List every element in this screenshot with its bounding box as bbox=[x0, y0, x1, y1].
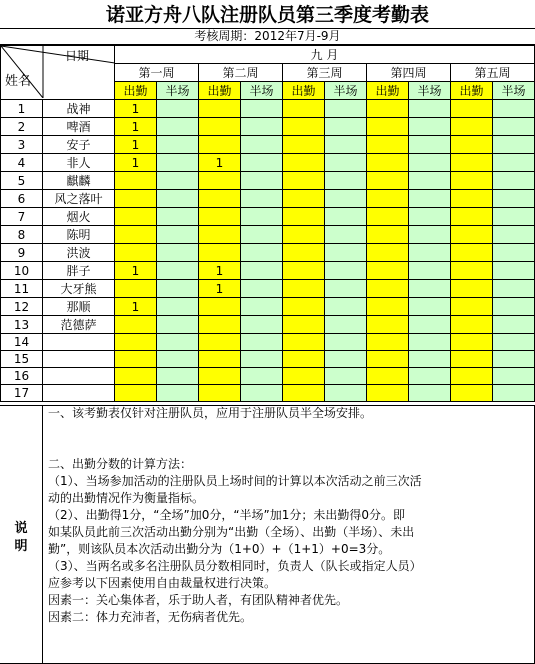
half-cell[interactable] bbox=[493, 244, 535, 262]
notes-text bbox=[48, 405, 530, 626]
attend-cell[interactable] bbox=[451, 100, 493, 118]
half-cell[interactable] bbox=[157, 226, 199, 244]
table-row bbox=[1, 226, 535, 244]
half-cell[interactable] bbox=[241, 190, 283, 208]
half-cell[interactable] bbox=[493, 226, 535, 244]
half-cell[interactable] bbox=[493, 368, 535, 385]
note-line: 因素一：关心集体者，乐于助人者，有团队精神者优先。 bbox=[48, 593, 349, 607]
notes-side-label: 说 明 bbox=[0, 405, 43, 664]
half-cell[interactable] bbox=[157, 244, 199, 262]
half-cell[interactable] bbox=[409, 172, 451, 190]
row-number: 9 bbox=[1, 244, 43, 262]
attend-cell[interactable] bbox=[367, 208, 409, 226]
attend-cell[interactable] bbox=[451, 334, 493, 351]
row-number: 1 bbox=[1, 100, 43, 118]
half-cell[interactable] bbox=[493, 172, 535, 190]
row-number: 15 bbox=[1, 351, 43, 368]
attend-cell[interactable] bbox=[367, 385, 409, 402]
attend-cell[interactable]: 1 bbox=[199, 262, 241, 280]
note-line bbox=[48, 439, 530, 456]
table-row bbox=[1, 385, 535, 402]
attend-cell[interactable] bbox=[283, 280, 325, 298]
half-header: 半场 bbox=[409, 82, 451, 100]
row-number: 12 bbox=[1, 298, 43, 316]
week-header: 第二周 bbox=[199, 64, 283, 82]
half-cell[interactable] bbox=[493, 190, 535, 208]
half-cell[interactable] bbox=[493, 298, 535, 316]
attend-cell[interactable] bbox=[199, 136, 241, 154]
half-header: 半场 bbox=[241, 82, 283, 100]
half-cell[interactable] bbox=[325, 385, 367, 402]
table-row bbox=[1, 208, 535, 226]
attend-cell[interactable] bbox=[115, 190, 157, 208]
half-cell[interactable] bbox=[493, 262, 535, 280]
attend-cell[interactable] bbox=[451, 154, 493, 172]
member-name: 战神 bbox=[43, 100, 115, 118]
row-number: 6 bbox=[1, 190, 43, 208]
attend-cell[interactable] bbox=[199, 172, 241, 190]
attend-cell[interactable] bbox=[199, 368, 241, 385]
attend-cell[interactable] bbox=[283, 226, 325, 244]
note-line: 应参考以下因素使用自由裁量权进行决策。 bbox=[48, 576, 277, 590]
member-name: 烟火 bbox=[43, 208, 115, 226]
half-cell[interactable] bbox=[409, 368, 451, 385]
attend-cell[interactable] bbox=[283, 298, 325, 316]
table-row bbox=[1, 368, 535, 385]
attendance-table bbox=[0, 45, 535, 402]
half-cell[interactable] bbox=[241, 208, 283, 226]
member-name: 啤酒 bbox=[43, 118, 115, 136]
half-cell[interactable] bbox=[325, 136, 367, 154]
half-cell[interactable] bbox=[493, 100, 535, 118]
attend-cell[interactable] bbox=[367, 100, 409, 118]
attend-cell[interactable] bbox=[115, 226, 157, 244]
name-header: 姓名 bbox=[5, 74, 32, 89]
note-line: 动的出勤情况作为衡量指标。 bbox=[48, 491, 205, 505]
note-line: 勤”，则该队员本次活动出勤分为（1+0）+（1+1）+0=3分。 bbox=[48, 542, 391, 556]
attend-cell[interactable] bbox=[367, 226, 409, 244]
attend-cell[interactable] bbox=[283, 334, 325, 351]
half-cell[interactable] bbox=[157, 208, 199, 226]
table-row bbox=[1, 190, 535, 208]
member-name bbox=[43, 385, 115, 402]
half-cell[interactable] bbox=[493, 136, 535, 154]
half-header: 半场 bbox=[157, 82, 199, 100]
attend-cell[interactable] bbox=[451, 190, 493, 208]
week-header: 第五周 bbox=[451, 64, 535, 82]
header-corner bbox=[1, 46, 115, 100]
half-cell[interactable] bbox=[409, 262, 451, 280]
attend-cell[interactable] bbox=[451, 280, 493, 298]
half-cell[interactable] bbox=[493, 385, 535, 402]
half-cell[interactable] bbox=[241, 316, 283, 334]
half-cell[interactable] bbox=[241, 280, 283, 298]
half-cell[interactable] bbox=[157, 385, 199, 402]
half-cell[interactable] bbox=[493, 316, 535, 334]
half-cell[interactable] bbox=[493, 351, 535, 368]
half-cell[interactable] bbox=[241, 136, 283, 154]
attend-cell[interactable] bbox=[367, 368, 409, 385]
note-line: （2）、出勤得1分，“全场”加0分，“半场”加1分；未出勤得0分。即 bbox=[48, 508, 406, 522]
half-cell[interactable] bbox=[157, 136, 199, 154]
row-number: 13 bbox=[1, 316, 43, 334]
half-cell[interactable] bbox=[241, 385, 283, 402]
attend-cell[interactable] bbox=[367, 172, 409, 190]
half-cell[interactable] bbox=[409, 226, 451, 244]
attend-cell[interactable] bbox=[451, 172, 493, 190]
half-cell[interactable] bbox=[157, 172, 199, 190]
attend-cell[interactable] bbox=[115, 280, 157, 298]
date-header: 日期 bbox=[65, 49, 90, 63]
attend-header: 出勤 bbox=[199, 82, 241, 100]
half-cell[interactable] bbox=[493, 208, 535, 226]
member-name: 陈明 bbox=[43, 226, 115, 244]
member-name bbox=[43, 351, 115, 368]
half-cell[interactable] bbox=[157, 316, 199, 334]
attend-cell[interactable] bbox=[451, 118, 493, 136]
attend-header: 出勤 bbox=[367, 82, 409, 100]
note-line: 一、该考勤表仅针对注册队员，应用于注册队员半全场安排。 bbox=[48, 406, 373, 420]
half-cell[interactable] bbox=[409, 298, 451, 316]
half-cell[interactable] bbox=[409, 280, 451, 298]
half-cell[interactable] bbox=[325, 262, 367, 280]
half-cell[interactable] bbox=[325, 172, 367, 190]
half-cell[interactable] bbox=[157, 118, 199, 136]
attend-header: 出勤 bbox=[451, 82, 493, 100]
attend-cell[interactable]: 1 bbox=[115, 262, 157, 280]
attend-cell[interactable] bbox=[283, 100, 325, 118]
attend-cell[interactable] bbox=[199, 316, 241, 334]
attend-cell[interactable] bbox=[451, 226, 493, 244]
table-row bbox=[1, 334, 535, 351]
notes-section bbox=[0, 405, 535, 664]
attend-header: 出勤 bbox=[115, 82, 157, 100]
row-number: 4 bbox=[1, 154, 43, 172]
half-cell[interactable] bbox=[325, 280, 367, 298]
half-cell[interactable] bbox=[157, 262, 199, 280]
member-name: 洪波 bbox=[43, 244, 115, 262]
attend-cell[interactable] bbox=[199, 226, 241, 244]
member-name: 那顺 bbox=[43, 298, 115, 316]
attend-cell[interactable] bbox=[199, 190, 241, 208]
attend-cell[interactable] bbox=[115, 316, 157, 334]
half-cell[interactable] bbox=[157, 298, 199, 316]
attend-cell[interactable] bbox=[367, 118, 409, 136]
half-header: 半场 bbox=[325, 82, 367, 100]
attend-cell[interactable] bbox=[283, 136, 325, 154]
assessment-period: 考核周期：2012年7月-9月 bbox=[0, 28, 535, 45]
row-number: 14 bbox=[1, 334, 43, 351]
attend-cell[interactable] bbox=[367, 334, 409, 351]
attend-cell[interactable] bbox=[199, 100, 241, 118]
attend-cell[interactable] bbox=[199, 334, 241, 351]
attend-cell[interactable] bbox=[451, 351, 493, 368]
row-number: 8 bbox=[1, 226, 43, 244]
table-row bbox=[1, 280, 535, 298]
attend-cell[interactable] bbox=[451, 385, 493, 402]
half-cell[interactable] bbox=[157, 154, 199, 172]
attend-cell[interactable] bbox=[367, 316, 409, 334]
half-cell[interactable] bbox=[325, 334, 367, 351]
half-cell[interactable] bbox=[493, 154, 535, 172]
attend-cell[interactable] bbox=[451, 262, 493, 280]
week-header: 第一周 bbox=[115, 64, 199, 82]
half-cell[interactable] bbox=[409, 334, 451, 351]
half-cell[interactable] bbox=[241, 298, 283, 316]
attend-cell[interactable] bbox=[451, 316, 493, 334]
attend-cell[interactable] bbox=[367, 262, 409, 280]
attend-cell[interactable] bbox=[199, 118, 241, 136]
attend-cell[interactable] bbox=[367, 154, 409, 172]
attend-cell[interactable] bbox=[115, 334, 157, 351]
month-header: 九 月 bbox=[115, 46, 535, 64]
row-number: 10 bbox=[1, 262, 43, 280]
attend-cell[interactable] bbox=[283, 172, 325, 190]
attend-cell[interactable] bbox=[451, 298, 493, 316]
attend-cell[interactable] bbox=[283, 244, 325, 262]
table-row bbox=[1, 136, 535, 154]
attend-cell[interactable] bbox=[283, 368, 325, 385]
table-row bbox=[1, 154, 535, 172]
half-cell[interactable] bbox=[409, 208, 451, 226]
member-name: 麒麟 bbox=[43, 172, 115, 190]
attend-cell[interactable] bbox=[115, 172, 157, 190]
attend-cell[interactable] bbox=[115, 351, 157, 368]
attend-cell[interactable] bbox=[451, 136, 493, 154]
half-cell[interactable] bbox=[493, 118, 535, 136]
half-cell[interactable] bbox=[157, 334, 199, 351]
half-cell[interactable] bbox=[325, 100, 367, 118]
half-cell[interactable] bbox=[157, 280, 199, 298]
half-header: 半场 bbox=[493, 82, 535, 100]
attend-cell[interactable] bbox=[367, 244, 409, 262]
half-cell[interactable] bbox=[325, 154, 367, 172]
half-cell[interactable] bbox=[325, 316, 367, 334]
week-header: 第四周 bbox=[367, 64, 451, 82]
note-line: （3）、当两名或多名注册队员分数相同时，负责人（队长或指定人员） bbox=[48, 559, 422, 573]
half-cell[interactable] bbox=[241, 262, 283, 280]
half-cell[interactable] bbox=[241, 226, 283, 244]
half-cell[interactable] bbox=[241, 118, 283, 136]
half-cell[interactable] bbox=[409, 118, 451, 136]
attend-header: 出勤 bbox=[283, 82, 325, 100]
note-line: （1）、当场参加活动的注册队员上场时间的计算以本次活动之前三次活 bbox=[48, 474, 422, 488]
half-cell[interactable] bbox=[157, 190, 199, 208]
attend-cell[interactable] bbox=[283, 208, 325, 226]
attend-cell[interactable]: 1 bbox=[115, 118, 157, 136]
half-cell[interactable] bbox=[325, 118, 367, 136]
note-line bbox=[48, 422, 530, 439]
member-name: 安子 bbox=[43, 136, 115, 154]
half-cell[interactable] bbox=[157, 100, 199, 118]
row-number: 16 bbox=[1, 368, 43, 385]
note-line: 二、出勤分数的计算方法： bbox=[48, 457, 193, 471]
half-cell[interactable] bbox=[493, 334, 535, 351]
attend-cell[interactable] bbox=[367, 351, 409, 368]
attend-cell[interactable] bbox=[283, 316, 325, 334]
row-number: 2 bbox=[1, 118, 43, 136]
member-name: 风之落叶 bbox=[43, 190, 115, 208]
attend-cell[interactable] bbox=[283, 351, 325, 368]
row-number: 3 bbox=[1, 136, 43, 154]
half-cell[interactable] bbox=[241, 351, 283, 368]
row-number: 7 bbox=[1, 208, 43, 226]
attend-cell[interactable] bbox=[283, 190, 325, 208]
half-cell[interactable] bbox=[325, 244, 367, 262]
note-line: 如某队员此前三次活动出勤分别为“出勤（全场）、出勤（半场）、未出 bbox=[48, 525, 415, 539]
attend-cell[interactable] bbox=[367, 298, 409, 316]
table-row bbox=[1, 100, 535, 118]
half-cell[interactable] bbox=[325, 368, 367, 385]
attend-cell[interactable] bbox=[451, 244, 493, 262]
half-cell[interactable] bbox=[409, 385, 451, 402]
half-cell[interactable] bbox=[325, 226, 367, 244]
attend-cell[interactable] bbox=[199, 351, 241, 368]
table-row bbox=[1, 244, 535, 262]
week-header: 第三周 bbox=[283, 64, 367, 82]
attend-cell[interactable] bbox=[199, 208, 241, 226]
attend-cell[interactable]: 1 bbox=[115, 136, 157, 154]
attend-cell[interactable] bbox=[115, 385, 157, 402]
attend-cell[interactable] bbox=[451, 208, 493, 226]
table-row bbox=[1, 316, 535, 334]
attend-cell[interactable] bbox=[199, 298, 241, 316]
half-cell[interactable] bbox=[325, 298, 367, 316]
attend-cell[interactable] bbox=[283, 385, 325, 402]
attend-cell[interactable] bbox=[283, 118, 325, 136]
attend-cell[interactable] bbox=[115, 244, 157, 262]
half-cell[interactable] bbox=[409, 136, 451, 154]
attend-cell[interactable]: 1 bbox=[115, 298, 157, 316]
half-cell[interactable] bbox=[325, 351, 367, 368]
half-cell[interactable] bbox=[409, 316, 451, 334]
half-cell[interactable] bbox=[493, 280, 535, 298]
half-cell[interactable] bbox=[409, 100, 451, 118]
member-name bbox=[43, 334, 115, 351]
half-cell[interactable] bbox=[241, 244, 283, 262]
table-row bbox=[1, 262, 535, 280]
half-cell[interactable] bbox=[241, 100, 283, 118]
row-number: 5 bbox=[1, 172, 43, 190]
table-row bbox=[1, 298, 535, 316]
attend-cell[interactable] bbox=[115, 368, 157, 385]
half-cell[interactable] bbox=[409, 190, 451, 208]
member-name: 范德萨 bbox=[43, 316, 115, 334]
member-name bbox=[43, 368, 115, 385]
half-cell[interactable] bbox=[325, 208, 367, 226]
attend-cell[interactable] bbox=[283, 154, 325, 172]
attend-cell[interactable] bbox=[367, 190, 409, 208]
attend-cell[interactable] bbox=[199, 385, 241, 402]
table-row bbox=[1, 351, 535, 368]
row-number: 11 bbox=[1, 280, 43, 298]
attend-cell[interactable] bbox=[367, 280, 409, 298]
half-cell[interactable] bbox=[409, 244, 451, 262]
attend-cell[interactable]: 1 bbox=[115, 100, 157, 118]
half-cell[interactable] bbox=[157, 351, 199, 368]
attend-cell[interactable] bbox=[115, 208, 157, 226]
table-row bbox=[1, 118, 535, 136]
attend-cell[interactable]: 1 bbox=[199, 280, 241, 298]
half-cell[interactable] bbox=[241, 334, 283, 351]
note-line: 因素二：体力充沛者，无伤病者优先。 bbox=[48, 610, 253, 624]
attend-cell[interactable]: 1 bbox=[115, 154, 157, 172]
attend-cell[interactable] bbox=[199, 244, 241, 262]
half-cell[interactable] bbox=[241, 172, 283, 190]
member-name: 非人 bbox=[43, 154, 115, 172]
attend-cell[interactable] bbox=[451, 368, 493, 385]
table-row bbox=[1, 172, 535, 190]
attend-cell[interactable] bbox=[367, 136, 409, 154]
half-cell[interactable] bbox=[409, 154, 451, 172]
half-cell[interactable] bbox=[325, 190, 367, 208]
attend-cell[interactable]: 1 bbox=[199, 154, 241, 172]
half-cell[interactable] bbox=[241, 368, 283, 385]
member-name: 大牙熊 bbox=[43, 280, 115, 298]
half-cell[interactable] bbox=[241, 154, 283, 172]
half-cell[interactable] bbox=[409, 351, 451, 368]
member-name: 胖子 bbox=[43, 262, 115, 280]
sheet-title: 诺亚方舟八队注册队员第三季度考勤表 bbox=[0, 0, 535, 29]
half-cell[interactable] bbox=[157, 368, 199, 385]
row-number: 17 bbox=[1, 385, 43, 402]
attend-cell[interactable] bbox=[283, 262, 325, 280]
